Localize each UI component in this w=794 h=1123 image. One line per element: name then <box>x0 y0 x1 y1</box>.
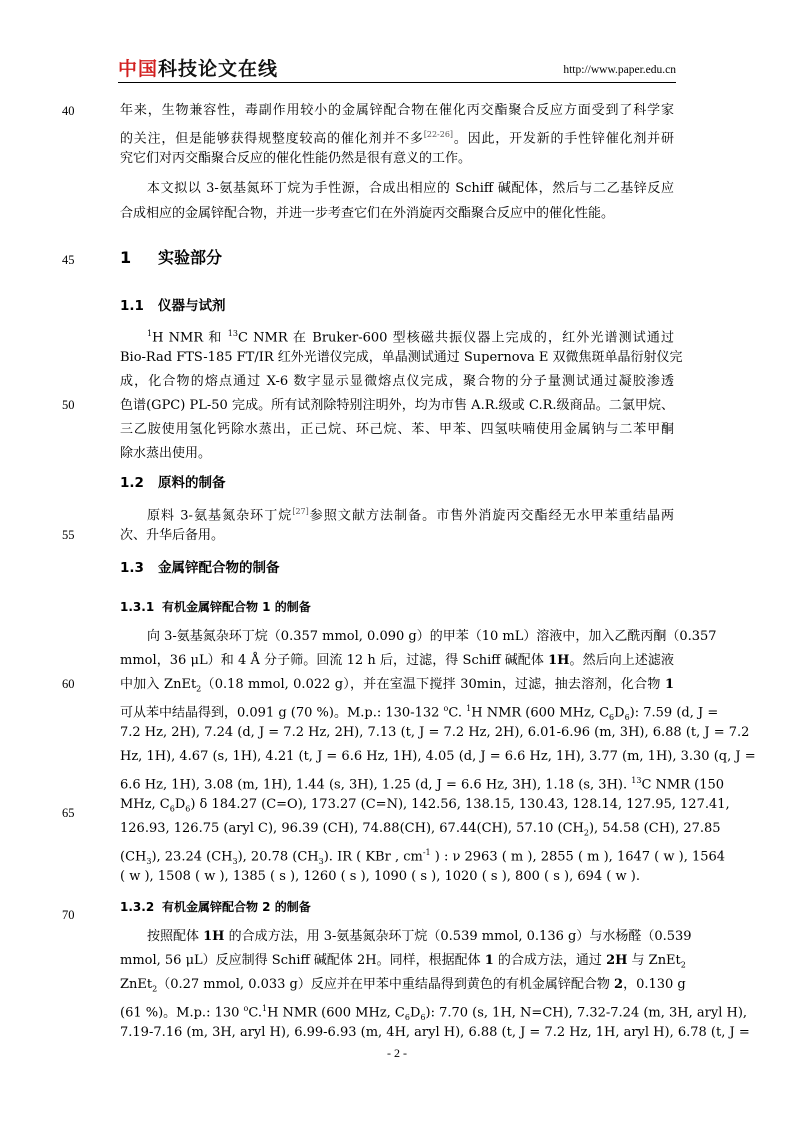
section-1-1-heading <box>120 297 226 315</box>
section-title: 金属锌配合物的制备 <box>158 560 280 576</box>
complex1-line-3: 中加入 ZnEt$_2$（0.18 mmol, 0.022 g），并在室温下搅拌 30min，过滤，抽去溶剂，化合物 1 <box>120 677 674 694</box>
section-number: 1.3.2 <box>120 900 155 914</box>
section-title: 原料的制备 <box>158 475 226 491</box>
logo-part-sci-paper-online: 科技论文在线 <box>158 58 279 80</box>
intro-line-2: 的关注，但是能够获得规整度较高的催化剂并不多[22-26]。因此，开发新的手性锌催化剂并研 <box>120 130 674 147</box>
section-title: 实验部分 <box>158 248 223 267</box>
line-number-55: 55 <box>62 528 75 542</box>
complex1-line-5: 7.2 Hz, 2H), 7.24 (d, J = 7.2 Hz, 2H), 7.13 (t, J = 7.2 Hz, 2H), 6.01-6.96 (m, 3H), 6.88 (t, J = 7.2 <box>120 725 750 740</box>
section-1-3-2-heading <box>120 899 311 915</box>
page-number: - 2 - <box>387 1046 407 1060</box>
instruments-line-3: 成，化合物的熔点通过 X-6 数字显示显微熔点仪完成，聚合物的分子量测试通过凝胶渗透 <box>120 374 674 389</box>
aim-line-2: 合成相应的金属锌配合物，并进一步考查它们在外消旋丙交酯聚合反应中的催化性能。 <box>120 206 615 221</box>
complex2-line-4: (61 %)。M.p.: 130 $^o$C.$^1$H NMR (600 MHz, $C_6D_6$): 7.70 (s, 1H, N=CH), 7.32-7.24 (m, 3H, aryl H), <box>120 1004 748 1022</box>
complex1-line-7: 6.6 Hz, 1H), 3.08 (m, 1H), 1.44 (s, 3H), 1.25 (d, J = 6.6 Hz, 3H), 1.18 (s, 3H). $^{13}$C NMR (150 <box>120 776 725 793</box>
line-number-40: 40 <box>62 104 75 118</box>
line-number-50: 50 <box>62 398 75 412</box>
complex1-line-4: 可从苯中结晶得到，0.091 g (70 %)。M.p.: 130-132 $^o$C. $^1$H NMR (600 MHz, $C_6D_6$): 7.59 (d, J = <box>120 704 719 722</box>
section-number: 1.3 <box>120 560 144 576</box>
line-number-70: 70 <box>62 908 75 922</box>
materials-line-1: 原料 3-氨基氮杂环丁烷[27]参照文献方法制备。市售外消旋丙交酯经无水甲苯重结晶两 <box>147 507 674 524</box>
header-rule <box>118 82 676 83</box>
intro-line-1: 年来，生物兼容性，毒副作用较小的金属锌配合物在催化丙交酯聚合反应方面受到了科学家 <box>120 103 674 118</box>
complex1-line-6: Hz, 1H), 4.67 (s, 1H), 4.21 (t, J = 6.6 Hz, 1H), 4.05 (d, J = 6.6 Hz, 1H), 3.77 (m, 1H), 3.30 (q, J = <box>120 749 756 764</box>
intro-line-3: 究它们对丙交酯聚合反应的催化性能仍然是很有意义的工作。 <box>120 151 472 166</box>
complex2-line-1: 按照配体 1H 的合成方法，用 3-氨基氮杂环丁烷（0.539 mmol, 0.136 g）与水杨醛（0.539 <box>147 929 692 944</box>
complex1-line-11: ( w ), 1508 ( w ), 1385 ( s ), 1260 ( s ), 1090 ( s ), 1020 ( s ), 800 ( s ), 694 ( w ). <box>120 869 640 884</box>
line-number-45: 45 <box>62 253 75 267</box>
page-header <box>118 58 676 82</box>
section-title: 有机金属锌配合物 1 的制备 <box>162 600 311 614</box>
section-number: 1.1 <box>120 298 144 314</box>
complex1-line-1: 向 3-氨基氮杂环丁烷（0.357 mmol, 0.090 g）的甲苯（10 mL）溶液中，加入乙酰丙酮（0.357 <box>147 629 717 644</box>
logo-part-china: 中国 <box>118 58 159 80</box>
instruments-line-1: $^1$H NMR 和 $^{13}$C NMR 在 Bruker-600 型核磁共振仪器上完成的，红外光谱测试通过 <box>147 329 674 346</box>
complex1-line-10: $(CH_3)$, 23.24 $(CH_3)$, 20.78 $(CH_3)$. IR ( KBr , $cm^{-1}$ ) : ν 2963 ( m ), 2855 ( m ), 1647 ( w ), 1564 <box>120 848 726 866</box>
header-url[interactable]: http://www.paper.edu.cn <box>563 64 676 76</box>
instruments-line-5: 三乙胺使用氢化钙除水蒸出，正己烷、环己烷、苯、甲苯、四氢呋喃使用金属钠与二苯甲酮 <box>120 422 674 437</box>
section-1-heading <box>120 248 222 268</box>
instruments-line-2: Bio-Rad FTS-185 FT/IR 红外光谱仪完成，单晶测试通过 Supernova E 双微焦斑单晶衍射仪完 <box>120 350 683 365</box>
section-number: 1.2 <box>120 475 144 491</box>
section-1-3-1-heading <box>120 599 311 615</box>
line-number-65: 65 <box>62 806 75 820</box>
instruments-line-6: 除水蒸出使用。 <box>120 446 212 461</box>
section-number: 1.3.1 <box>120 600 155 614</box>
instruments-line-4: 色谱(GPC) PL-50 完成。所有试剂除特别注明外，均为市售 A.R.级或 C.R.级商品。二氯甲烷、 <box>120 398 674 413</box>
line-number-60: 60 <box>62 677 75 691</box>
complex1-line-8: MHz, $C_6D_6$) δ 184.27 (C=O), 173.27 (C=N), 142.56, 138.15, 130.43, 128.14, 127.95, 127.41, <box>120 797 730 814</box>
complex1-line-9: 126.93, 126.75 (aryl C), 96.39 (CH), 74.88(CH), 67.44(CH), 57.10 $(CH_2)$, 54.58 (CH), 27.85 <box>120 821 721 838</box>
complex1-line-2: mmol，36 μL）和 4 Å 分子筛。回流 12 h 后，过滤，得 Schiff 碱配体 1H。然后向上述滤液 <box>120 653 674 668</box>
materials-line-2: 次、升华后备用。 <box>120 528 225 543</box>
section-title: 有机金属锌配合物 2 的制备 <box>162 900 311 914</box>
complex2-line-2: mmol, 56 μL）反应制得 Schiff 碱配体 2H。同样，根据配体 1 的合成方法，通过 2H 与 ZnEt$_2$ <box>120 953 686 970</box>
section-1-2-heading <box>120 474 226 492</box>
aim-line-1: 本文拟以 3-氨基氮环丁烷为手性源，合成出相应的 Schiff 碱配体，然后与二乙基锌反应 <box>147 181 674 196</box>
section-1-3-heading <box>120 559 280 577</box>
complex2-line-3: ZnEt$_2$（0.27 mmol, 0.033 g）反应并在甲苯中重结晶得到黄色的有机金属锌配合物 2，0.130 g <box>120 977 686 994</box>
journal-logo <box>118 58 278 80</box>
complex2-line-5: 7.19-7.16 (m, 3H, aryl H), 6.99-6.93 (m, 4H, aryl H), 6.88 (t, J = 7.2 Hz, 1H, aryl H), 6.78 (t, J = <box>120 1025 750 1040</box>
section-title: 仪器与试剂 <box>158 298 226 314</box>
section-number: 1 <box>120 248 132 267</box>
